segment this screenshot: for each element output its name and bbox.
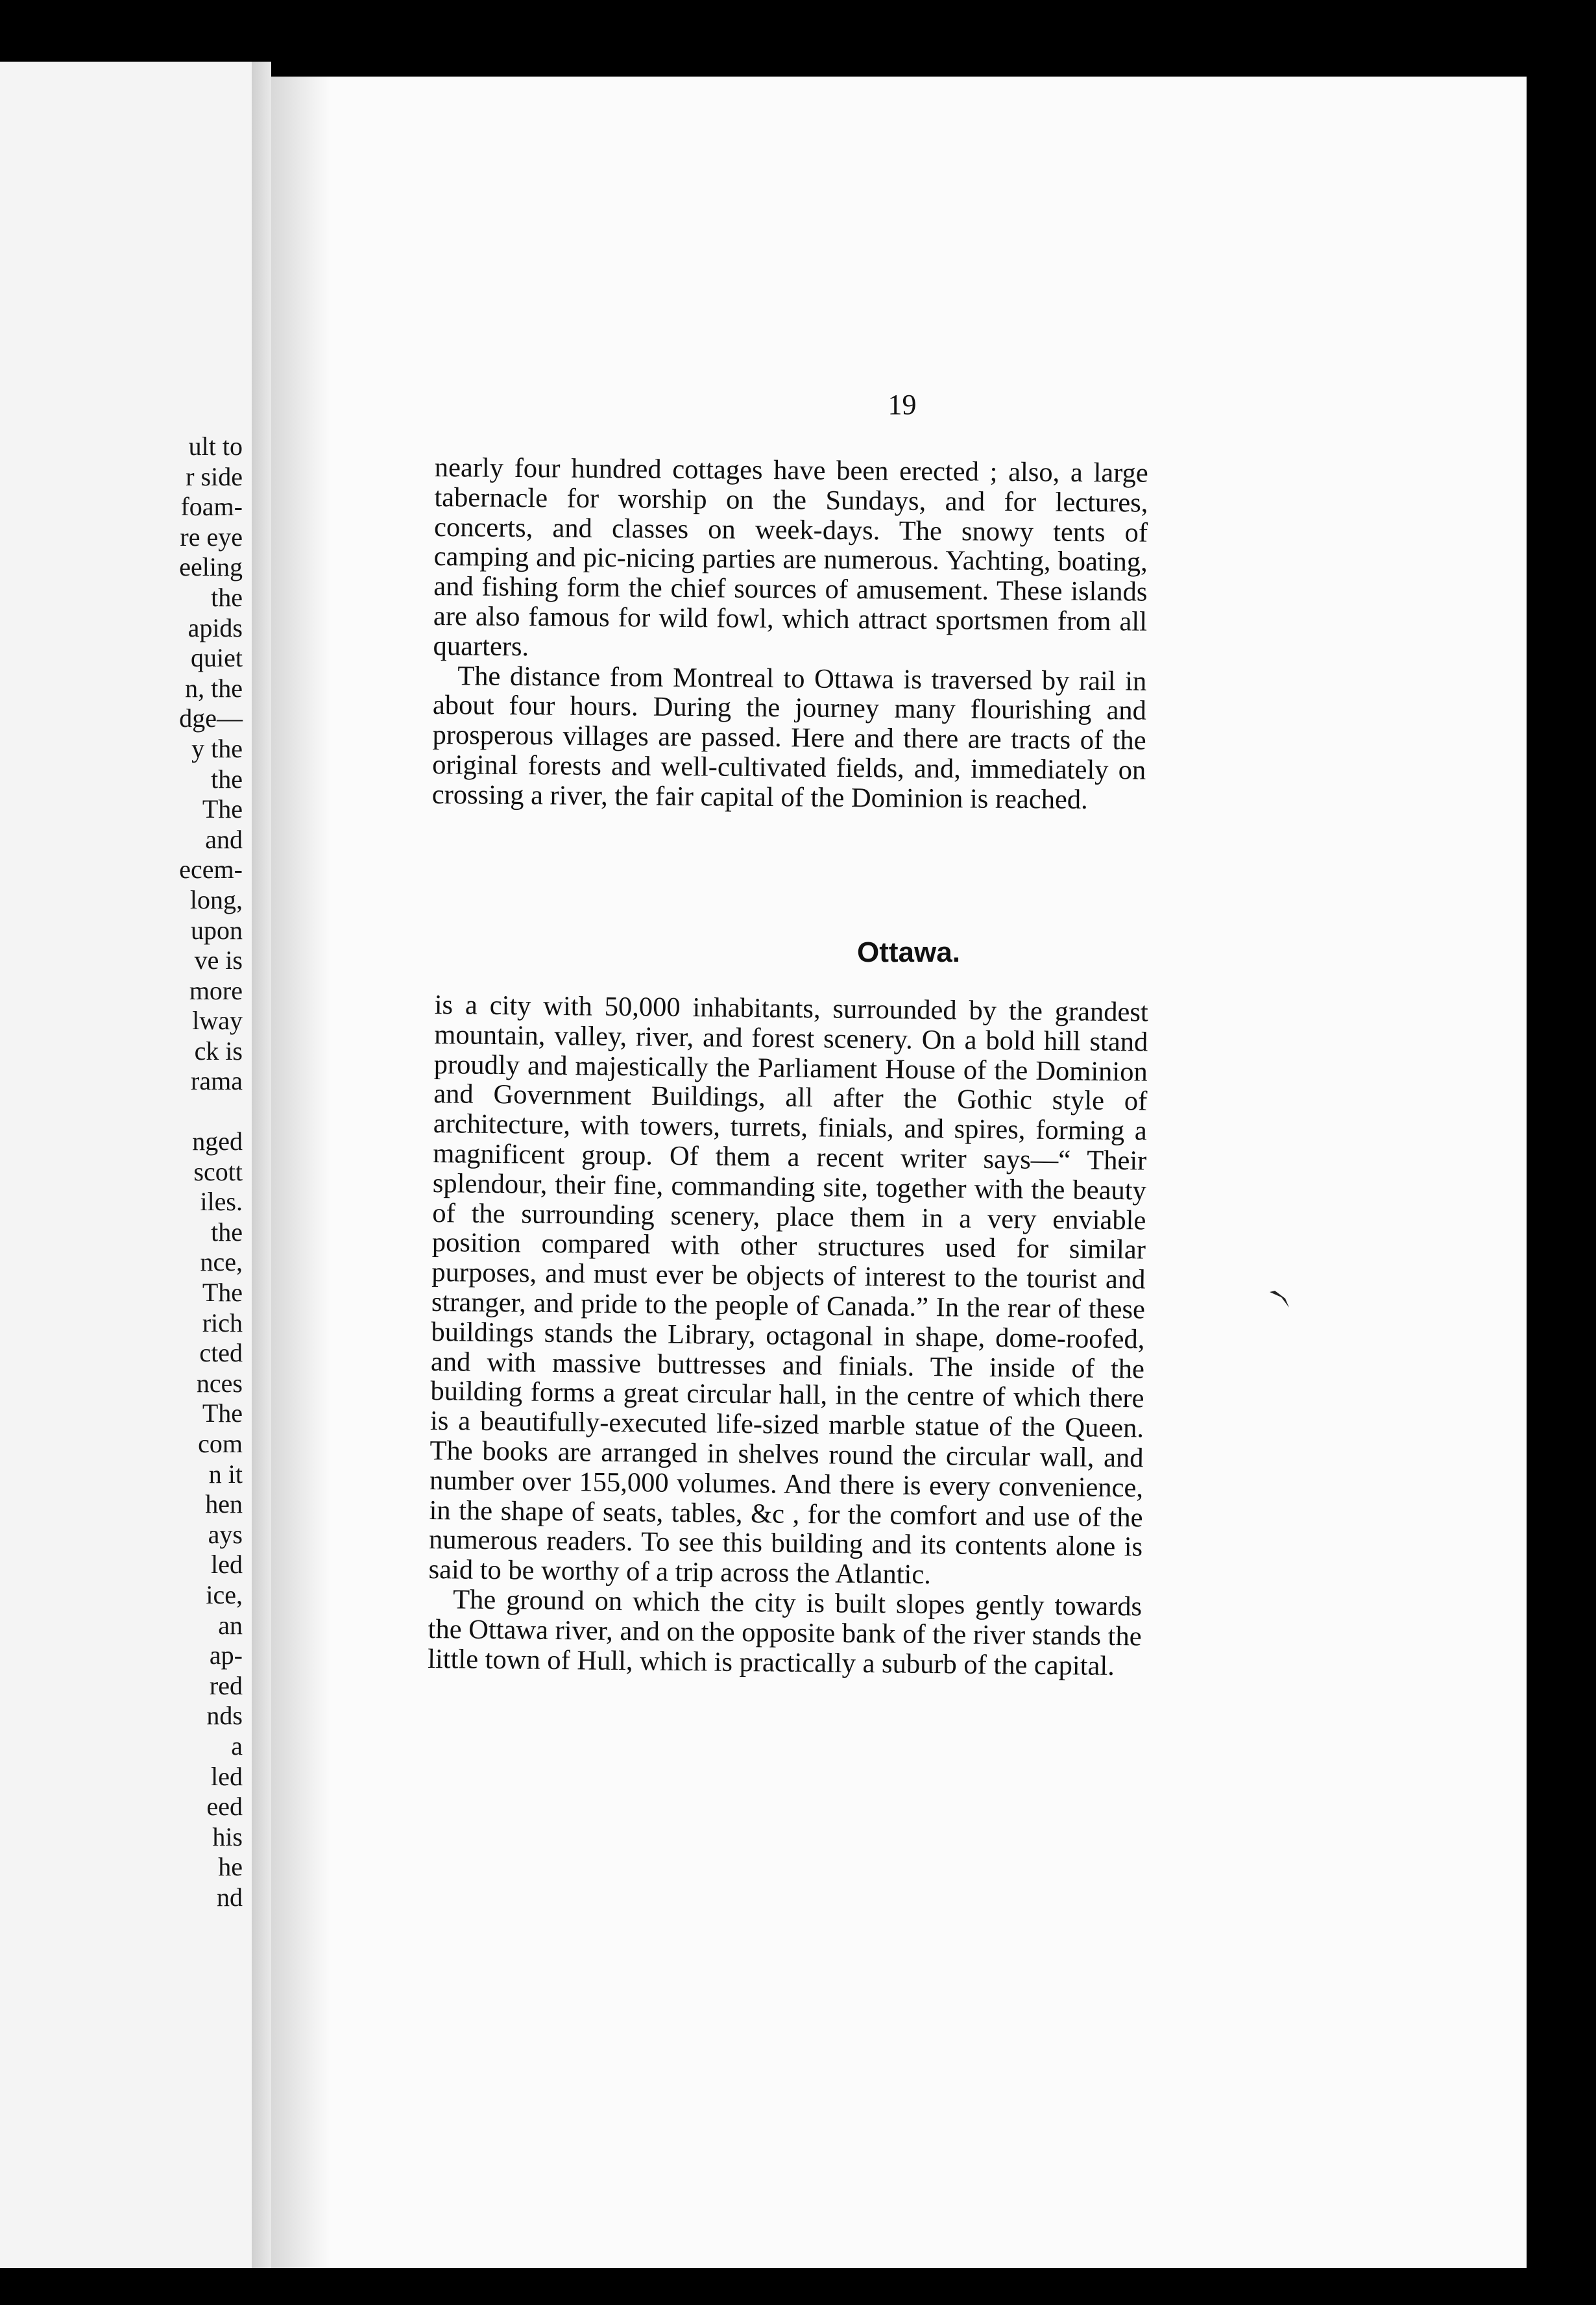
left-page-line: led (211, 1550, 243, 1579)
left-page-line: nds (206, 1701, 243, 1731)
left-page-line: com (198, 1429, 243, 1458)
left-page-line: rama (191, 1066, 243, 1096)
left-page-line: he (218, 1852, 243, 1882)
left-page-line: lway (192, 1006, 243, 1036)
left-page-line: y the (191, 733, 243, 763)
left-page-line: an (218, 1610, 243, 1640)
left-page-line: iles. (200, 1187, 243, 1217)
left-page-line: hen (205, 1489, 243, 1519)
left-page-line: nce, (200, 1247, 243, 1277)
left-page-line: eeling (179, 552, 243, 582)
left-page-line: scott (193, 1156, 243, 1186)
left-page-line: re eye (180, 522, 243, 552)
left-page-line: long, (189, 884, 243, 914)
left-page-line: nces (196, 1368, 243, 1398)
left-page-line: foam- (180, 492, 243, 522)
left-page-line: more (189, 975, 243, 1005)
left-page-line: apids (187, 613, 243, 642)
paragraph-ground: The ground on which the city is built slopes gently towards the Ottawa river, and on the opposite bank of the river stands the little town of Hull, which is practically a suburb of the capital. (427, 1584, 1143, 1681)
left-page-line: ap- (209, 1640, 243, 1670)
left-page-line: ice, (206, 1579, 243, 1609)
left-page-line: eed (206, 1792, 243, 1822)
left-page-line: upon (191, 915, 243, 945)
left-page-line: his (212, 1822, 243, 1851)
scan-speck-mark (1268, 1288, 1290, 1310)
left-page-line: n, the (185, 673, 243, 703)
left-page-line: ult to (188, 432, 243, 461)
right-page (271, 77, 1527, 2268)
page-number: 19 (888, 389, 917, 421)
section-heading-ottawa: Ottawa. (857, 936, 960, 968)
left-page-line: The (202, 1278, 243, 1308)
left-page-line: ve is (194, 945, 243, 975)
paragraph-distance: The distance from Montreal to Ottawa is traversed by rail in about four hours. During the journey many flourishing and prosperous villages are passed. Here and there are tracts of the original forests and well-cultivated fields, and, immediately on crossing a river, the fair capital of the Dominion is reached. (431, 660, 1147, 815)
left-page-line: cted (199, 1338, 243, 1368)
left-page-line: dge— (179, 703, 243, 733)
paragraph-city: is a city with 50,000 inhabitants, surrounded by the grandest mountain, valley, river, and forest scenery. On a bold hill stand proudly and majestically the Parliament House of the Dominion and Government Buildings, all after the Gothic style of architecture, with towers, turrets, finials, and spires, forming a magnificent group. Of them a recent writer says—“ Their splendour, their fine, commanding site, together with the beauty of the surrounding scenery, place them in a very enviable position compared with other structures used for similar purposes, and must ever be objects of interest to the tourist and stranger, and pride to the people of Canada.” In the rear of these buildings stands the Library, octagonal in shape, dome-roofed, and with massive buttresses and finials. The inside of the building forms a great circular hall, in the centre of which there is a beautifully-executed life-sized marble statue of the Queen. The books are arranged in shelves round the circular wall, and number over 155,000 volumes. And there is every convenience, in the shape of seats, tables, &c , for the comfort and use of the numerous readers. To see this building and its contents alone is said to be worthy of a trip across the Atlantic. (428, 990, 1148, 1591)
text-column-top (432, 453, 1148, 815)
left-page-line: the (211, 582, 243, 612)
left-page-line: led (211, 1761, 243, 1791)
left-page-line: ays (208, 1519, 243, 1549)
paragraph-cottages: nearly four hundred cottages have been erected ; also, a large tabernacle for worship on the Sundays, and for lectures, concerts, and classes on week-days. The snowy tents of camping and pic-nicing parties are numerous. Yachting, boating, and fishing form the chief sources of amusement. These islands are also famous for wild fowl, which attract sportsmen from all quarters. (433, 452, 1148, 662)
left-page-line: The (202, 1398, 243, 1428)
left-page-line: ck is (194, 1036, 243, 1066)
left-page-line: and (205, 824, 243, 854)
left-page-text-fragments (179, 432, 243, 1913)
left-page-line: quiet (191, 643, 243, 673)
left-page-line: r side (186, 461, 243, 491)
left-page-line: n it (208, 1459, 243, 1489)
left-page-line: red (209, 1670, 243, 1700)
left-page-line: nd (217, 1882, 243, 1912)
left-page-line-gap (179, 1097, 243, 1127)
left-page-line: ecem- (179, 855, 243, 884)
left-page-line: the (211, 1217, 243, 1247)
left-page-line: rich (202, 1308, 243, 1337)
text-column-bottom (428, 990, 1148, 1681)
left-page-line: the (211, 764, 243, 794)
left-facing-page (0, 62, 252, 2268)
left-page-line: a (231, 1731, 243, 1761)
left-page-line: The (202, 794, 243, 824)
book-gutter (252, 62, 271, 2268)
left-page-line: nged (192, 1127, 243, 1156)
